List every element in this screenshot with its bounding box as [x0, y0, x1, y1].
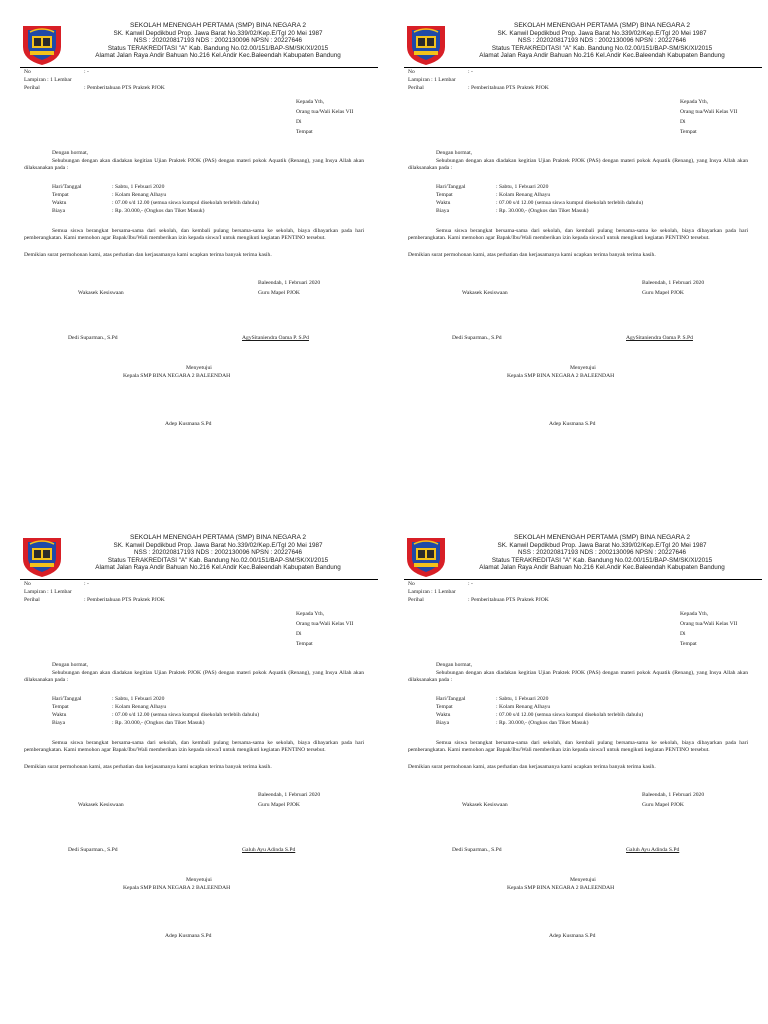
detail-value-date: : Sabtu, 1 Febuari 2020: [112, 696, 165, 702]
role-wakasek: Wakasek Kesiswaan: [462, 802, 508, 808]
principal-name: Adep Kusmana S.Pd: [549, 421, 596, 427]
greeting: Dengan hormat,: [436, 150, 473, 156]
recipient-line-2: Orang tua/Wali Kelas VII: [296, 109, 354, 115]
signatory-guru: AgySitaniendra Oama P. S.Pd: [242, 335, 309, 341]
recipient-line-3: Di: [680, 631, 686, 637]
signatory-wakasek: Dedi Suparman., S.Pd: [68, 847, 118, 853]
detail-value-time: : 07.00 s/d 12.00 (semua siswa kumpul disekolah terlebih dahulu): [112, 200, 260, 206]
letter-page: [384, 0, 768, 512]
lampiran-line: Lampiran : 1 Lembar: [408, 77, 456, 83]
letter-page: [0, 512, 384, 1024]
body-paragraph: Semua siswa berangkat bersama-sama dari sekolah, dan kembali pulang bersama-sama ke sekolah, biaya dibayarkan pada hari pemberangkatan. Kami memohon agar Bapak/Ibu/Wali memberikan izin kepada siswa/I untuk mengikuti kegiatan PENTINO tersebut.: [408, 228, 748, 242]
no-value: : -: [84, 581, 89, 587]
role-wakasek: Wakasek Kesiswaan: [462, 290, 508, 296]
no-value: : -: [468, 69, 473, 75]
accreditation-line: Status TERAKREDITASI "A" Kab. Bandung No.02.00/151/BAP-SM/SK/XI/2015: [491, 44, 713, 52]
no-value: : -: [84, 69, 89, 75]
address-line: Alamat Jalan Raya Andir Bahuan No.216 Kel.Andir Kec.Baleendah Kabupaten Bandung: [479, 52, 725, 60]
detail-label-place: Tempat: [436, 192, 453, 198]
detail-value-time: : 07.00 s/d 12.00 (semua siswa kumpul disekolah terlebih dahulu): [112, 712, 260, 718]
detail-label-time: Waktu: [436, 200, 451, 206]
letterhead: [70, 534, 366, 572]
no-label: No: [408, 581, 415, 587]
letter-page: [0, 0, 384, 512]
body-paragraph: Semua siswa berangkat bersama-sama dari sekolah, dan kembali pulang bersama-sama ke sekolah, biaya dibayarkan pada hari pemberangkatan. Kami memohon agar Bapak/Ibu/Wali memberikan izin kepada siswa/I untuk mengikuti kegiatan PENTINO tersebut.: [408, 740, 748, 754]
sk-line: SK. Kanwil Depdikbud Prop. Jawa Barat No.339/02/Kep.E/Tgl 20 Mei 1987: [497, 541, 707, 549]
recipient-line-3: Di: [680, 119, 686, 125]
detail-value-place: : Kolam Renang Alhayu: [112, 192, 167, 198]
recipient-line-4: Tempat: [680, 641, 697, 647]
nss-line: NSS : 202020817193 NDS : 2002130096 NPSN : 20227646: [133, 37, 303, 45]
perihal-label: Perihal: [24, 597, 40, 603]
detail-label-time: Waktu: [436, 712, 451, 718]
nss-line: NSS : 202020817193 NDS : 2002130096 NPSN : 20227646: [133, 549, 303, 557]
detail-value-cost: : Rp. 30.000,- (Ongkos dan Tiket Masuk): [112, 720, 205, 726]
signatory-wakasek: Dedi Suparman., S.Pd: [68, 335, 118, 341]
detail-label-time: Waktu: [52, 200, 67, 206]
detail-label-date: Hari/Tanggal: [52, 184, 82, 190]
detail-label-time: Waktu: [52, 712, 67, 718]
role-guru: Guru Mapel PJOK: [258, 802, 300, 808]
signatory-wakasek: Dedi Suparman., S.Pd: [452, 335, 502, 341]
closing-line: Demikian surat permohonan kami, atas perhatian dan kerjasamanya kami ucapkan terima banyak terima kasih.: [24, 764, 272, 770]
intro-paragraph: Sehubungan dengan akan diadakan kegitian Ujian Praktek PJOK (PAS) dengan materi pokok Aquatik (Renang), yang Insya Allah akan dilaksanakan pada :: [408, 158, 748, 172]
role-guru: Guru Mapel PJOK: [258, 290, 300, 296]
detail-label-date: Hari/Tanggal: [436, 184, 466, 190]
school-logo-icon: [20, 22, 64, 66]
detail-label-cost: Biaya: [436, 720, 450, 726]
detail-value-place: : Kolam Renang Alhayu: [112, 704, 167, 710]
no-label: No: [408, 69, 415, 75]
recipient-line-3: Di: [296, 631, 302, 637]
letterhead-divider: [404, 579, 762, 580]
place-date: Baleendah, 1 Februari 2020: [642, 792, 705, 798]
perihal-label: Perihal: [24, 85, 40, 91]
letter-page: [384, 512, 768, 1024]
detail-label-date: Hari/Tanggal: [436, 696, 466, 702]
sk-line: SK. Kanwil Depdikbud Prop. Jawa Barat No.339/02/Kep.E/Tgl 20 Mei 1987: [113, 29, 323, 37]
recipient-line-2: Orang tua/Wali Kelas VII: [680, 621, 738, 627]
recipient-line-4: Tempat: [680, 129, 697, 135]
detail-label-cost: Biaya: [52, 208, 66, 214]
detail-label-place: Tempat: [436, 704, 453, 710]
letterhead: [70, 22, 366, 60]
lampiran-line: Lampiran : 1 Lembar: [24, 589, 72, 595]
place-date: Baleendah, 1 Februari 2020: [258, 792, 321, 798]
letterhead-divider: [20, 579, 378, 580]
detail-label-place: Tempat: [52, 704, 69, 710]
letterhead-divider: [404, 67, 762, 68]
signatory-guru: Galuh Ayu Adinda S.Pd: [242, 847, 296, 853]
accreditation-line: Status TERAKREDITASI "A" Kab. Bandung No.02.00/151/BAP-SM/SK/XI/2015: [491, 556, 713, 564]
recipient-line-1: Kepada Yth,: [296, 611, 325, 617]
intro-paragraph: Sehubungan dengan akan diadakan kegitian Ujian Praktek PJOK (PAS) dengan materi pokok Aquatik (Renang), yang Insya Allah akan dilaksanakan pada :: [408, 670, 748, 684]
place-date: Baleendah, 1 Februari 2020: [642, 280, 705, 286]
sk-line: SK. Kanwil Depdikbud Prop. Jawa Barat No.339/02/Kep.E/Tgl 20 Mei 1987: [113, 541, 323, 549]
no-value: : -: [468, 581, 473, 587]
principal-name: Adep Kusmana S.Pd: [165, 933, 212, 939]
detail-value-time: : 07.00 s/d 12.00 (semua siswa kumpul disekolah terlebih dahulu): [496, 200, 644, 206]
school-logo-icon: [404, 534, 448, 578]
greeting: Dengan hormat,: [436, 662, 473, 668]
role-guru: Guru Mapel PJOK: [642, 802, 684, 808]
role-guru: Guru Mapel PJOK: [642, 290, 684, 296]
intro-paragraph: Sehubungan dengan akan diadakan kegitian Ujian Praktek PJOK (PAS) dengan materi pokok Aquatik (Renang), yang Insya Allah akan dilaksanakan pada :: [24, 158, 364, 172]
recipient-line-2: Orang tua/Wali Kelas VII: [296, 621, 354, 627]
detail-label-date: Hari/Tanggal: [52, 696, 82, 702]
approval-label: Menyetujui: [570, 877, 596, 883]
school-name: SEKOLAH MENENGAH PERTAMA (SMP) BINA NEGARA 2: [514, 22, 690, 29]
detail-value-cost: : Rp. 30.000,- (Ongkos dan Tiket Masuk): [112, 208, 205, 214]
accreditation-line: Status TERAKREDITASI "A" Kab. Bandung No.02.00/151/BAP-SM/SK/XI/2015: [107, 556, 329, 564]
recipient-line-4: Tempat: [296, 129, 313, 135]
detail-value-cost: : Rp. 30.000,- (Ongkos dan Tiket Masuk): [496, 720, 589, 726]
detail-label-cost: Biaya: [436, 208, 450, 214]
principal-name: Adep Kusmana S.Pd: [165, 421, 212, 427]
school-name: SEKOLAH MENENGAH PERTAMA (SMP) BINA NEGARA 2: [514, 534, 690, 541]
school-logo-icon: [20, 534, 64, 578]
principal-title: Kepala SMP BINA NEGARA 2 BALEENDAH: [123, 885, 231, 891]
place-date: Baleendah, 1 Februari 2020: [258, 280, 321, 286]
recipient-line-1: Kepada Yth,: [680, 611, 709, 617]
accreditation-line: Status TERAKREDITASI "A" Kab. Bandung No.02.00/151/BAP-SM/SK/XI/2015: [107, 44, 329, 52]
letterhead-divider: [20, 67, 378, 68]
detail-value-date: : Sabtu, 1 Febuari 2020: [496, 696, 549, 702]
principal-title: Kepala SMP BINA NEGARA 2 BALEENDAH: [123, 373, 231, 379]
approval-label: Menyetujui: [186, 365, 212, 371]
closing-line: Demikian surat permohonan kami, atas perhatian dan kerjasamanya kami ucapkan terima banyak terima kasih.: [408, 764, 656, 770]
detail-value-time: : 07.00 s/d 12.00 (semua siswa kumpul disekolah terlebih dahulu): [496, 712, 644, 718]
detail-value-place: : Kolam Renang Alhayu: [496, 192, 551, 198]
lampiran-line: Lampiran : 1 Lembar: [24, 77, 72, 83]
principal-name: Adep Kusmana S.Pd: [549, 933, 596, 939]
address-line: Alamat Jalan Raya Andir Bahuan No.216 Kel.Andir Kec.Baleendah Kabupaten Bandung: [95, 52, 341, 60]
perihal-label: Perihal: [408, 85, 424, 91]
detail-label-place: Tempat: [52, 192, 69, 198]
greeting: Dengan hormat,: [52, 662, 89, 668]
address-line: Alamat Jalan Raya Andir Bahuan No.216 Kel.Andir Kec.Baleendah Kabupaten Bandung: [95, 564, 341, 572]
approval-label: Menyetujui: [186, 877, 212, 883]
closing-line: Demikian surat permohonan kami, atas perhatian dan kerjasamanya kami ucapkan terima banyak terima kasih.: [408, 252, 656, 258]
signatory-guru: AgySitaniendra Oama P. S.Pd: [626, 335, 693, 341]
recipient-line-2: Orang tua/Wali Kelas VII: [680, 109, 738, 115]
detail-value-date: : Sabtu, 1 Febuari 2020: [112, 184, 165, 190]
perihal-value: : Pemberitahuan PTS Praktek PJOK: [468, 597, 549, 603]
detail-value-place: : Kolam Renang Alhayu: [496, 704, 551, 710]
intro-paragraph: Sehubungan dengan akan diadakan kegitian Ujian Praktek PJOK (PAS) dengan materi pokok Aquatik (Renang), yang Insya Allah akan dilaksanakan pada :: [24, 670, 364, 684]
perihal-label: Perihal: [408, 597, 424, 603]
approval-label: Menyetujui: [570, 365, 596, 371]
body-paragraph: Semua siswa berangkat bersama-sama dari sekolah, dan kembali pulang bersama-sama ke sekolah, biaya dibayarkan pada hari pemberangkatan. Kami memohon agar Bapak/Ibu/Wali memberikan izin kepada siswa/I untuk mengikuti kegiatan PENTINO tersebut.: [24, 228, 364, 242]
principal-title: Kepala SMP BINA NEGARA 2 BALEENDAH: [507, 885, 615, 891]
principal-title: Kepala SMP BINA NEGARA 2 BALEENDAH: [507, 373, 615, 379]
signatory-guru: Galuh Ayu Adinda S.Pd: [626, 847, 680, 853]
greeting: Dengan hormat,: [52, 150, 89, 156]
signatory-wakasek: Dedi Suparman., S.Pd: [452, 847, 502, 853]
school-name: SEKOLAH MENENGAH PERTAMA (SMP) BINA NEGARA 2: [130, 534, 306, 541]
recipient-line-1: Kepada Yth,: [680, 99, 709, 105]
perihal-value: : Pemberitahuan PTS Praktek PJOK: [84, 85, 165, 91]
role-wakasek: Wakasek Kesiswaan: [78, 802, 124, 808]
detail-value-date: : Sabtu, 1 Febuari 2020: [496, 184, 549, 190]
role-wakasek: Wakasek Kesiswaan: [78, 290, 124, 296]
recipient-line-4: Tempat: [296, 641, 313, 647]
detail-value-cost: : Rp. 30.000,- (Ongkos dan Tiket Masuk): [496, 208, 589, 214]
lampiran-line: Lampiran : 1 Lembar: [408, 589, 456, 595]
sk-line: SK. Kanwil Depdikbud Prop. Jawa Barat No.339/02/Kep.E/Tgl 20 Mei 1987: [497, 29, 707, 37]
perihal-value: : Pemberitahuan PTS Praktek PJOK: [468, 85, 549, 91]
school-name: SEKOLAH MENENGAH PERTAMA (SMP) BINA NEGARA 2: [130, 22, 306, 29]
recipient-line-3: Di: [296, 119, 302, 125]
no-label: No: [24, 69, 31, 75]
letterhead: [454, 22, 750, 60]
nss-line: NSS : 202020817193 NDS : 2002130096 NPSN : 20227646: [517, 37, 687, 45]
body-paragraph: Semua siswa berangkat bersama-sama dari sekolah, dan kembali pulang bersama-sama ke sekolah, biaya dibayarkan pada hari pemberangkatan. Kami memohon agar Bapak/Ibu/Wali memberikan izin kepada siswa/I untuk mengikuti kegiatan PENTINO tersebut.: [24, 740, 364, 754]
detail-label-cost: Biaya: [52, 720, 66, 726]
no-label: No: [24, 581, 31, 587]
school-logo-icon: [404, 22, 448, 66]
nss-line: NSS : 202020817193 NDS : 2002130096 NPSN : 20227646: [517, 549, 687, 557]
recipient-line-1: Kepada Yth,: [296, 99, 325, 105]
letterhead: [454, 534, 750, 572]
perihal-value: : Pemberitahuan PTS Praktek PJOK: [84, 597, 165, 603]
closing-line: Demikian surat permohonan kami, atas perhatian dan kerjasamanya kami ucapkan terima banyak terima kasih.: [24, 252, 272, 258]
address-line: Alamat Jalan Raya Andir Bahuan No.216 Kel.Andir Kec.Baleendah Kabupaten Bandung: [479, 564, 725, 572]
